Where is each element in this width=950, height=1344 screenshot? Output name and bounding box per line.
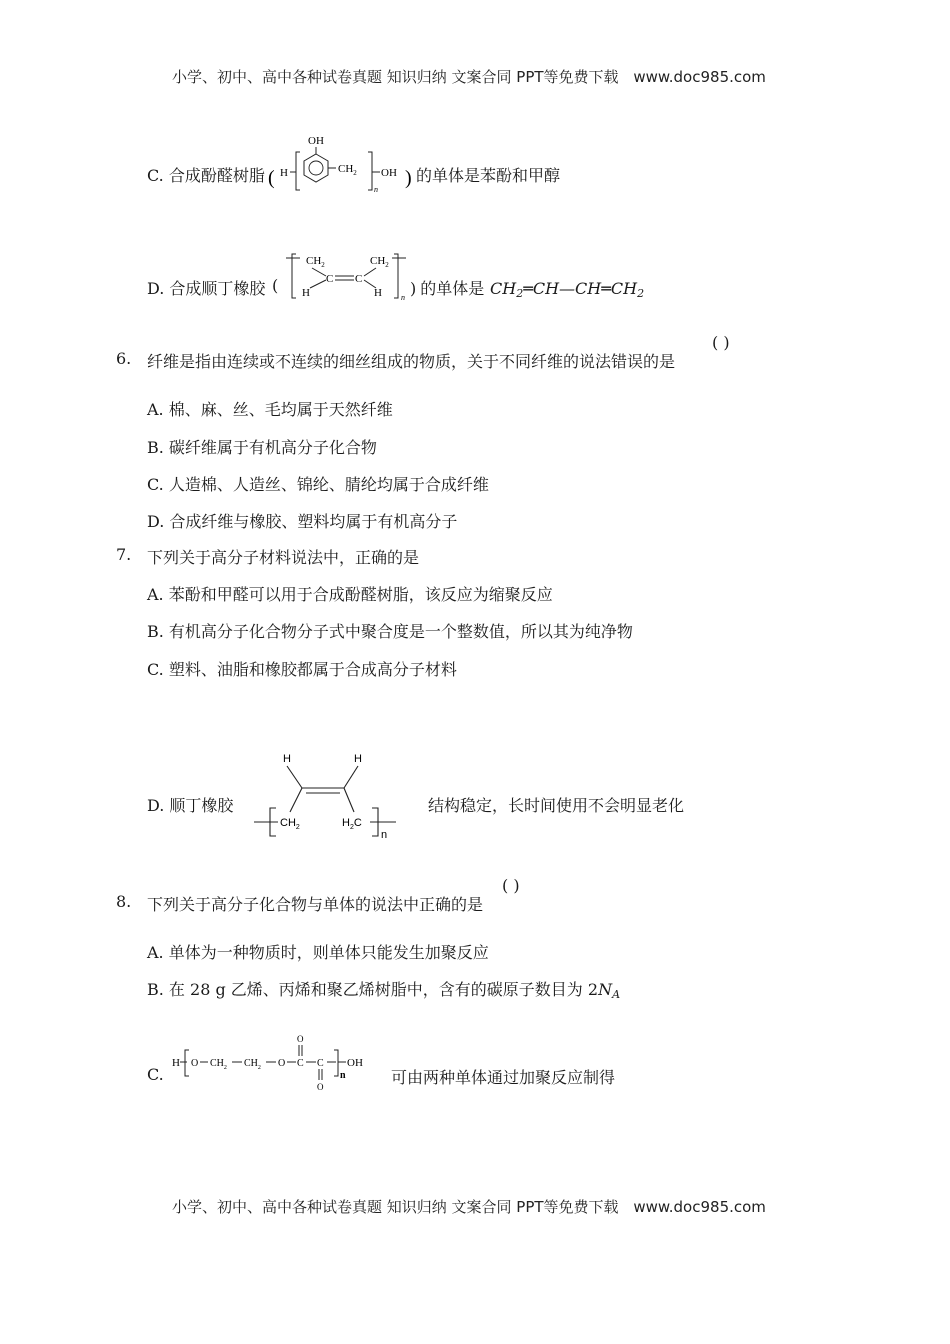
q7-option-c: C. 塑料、油脂和橡胶都属于合成高分子材料: [147, 660, 457, 679]
svg-text:O: O: [317, 1082, 324, 1092]
q8-number: 8.: [116, 892, 132, 911]
q7-stem: 下列关于高分子材料说法中，正确的是: [147, 548, 420, 567]
avogadro-expression: 2NA: [587, 980, 621, 1001]
q6-number: 6.: [116, 349, 132, 368]
svg-text:C: C: [297, 1058, 304, 1069]
footer-site: www.doc985.com: [633, 1198, 766, 1216]
q5-option-c-label: C. 合成酚醛树脂: [147, 166, 265, 185]
q5-paren-open: (: [272, 276, 279, 295]
q8-option-b: B. 在 28 g 乙烯、丙烯和聚乙烯树脂中，含有的碳原子数目为 2NA: [147, 980, 621, 1001]
rubber-ch2-left: $CH_2$: [306, 255, 325, 269]
svg-text:CH2: $CH_2$: [210, 1058, 227, 1071]
rubber-h-left: H: [302, 287, 310, 299]
q7-option-d-tail: 结构稳定，长时间使用不会明显老化: [428, 796, 685, 815]
ester-n: n: [340, 1070, 346, 1081]
polyester-structure: [170, 1030, 385, 1094]
svg-text:C: C: [317, 1058, 324, 1069]
q8-stem: 下列关于高分子化合物与单体的说法中正确的是: [147, 895, 484, 914]
q5-option-c-tail: 的单体是苯酚和甲醇: [416, 166, 561, 185]
footer-text: 小学、初中、高中各种试卷真题 知识归纳 文案合同 PPT等免费下载: [172, 1198, 619, 1216]
struct-n: n: [381, 829, 388, 840]
q7-option-a: A. 苯酚和甲醛可以用于合成酚醛树脂，该反应为缩聚反应: [147, 585, 553, 604]
cis-polybutadiene-structure: [250, 748, 400, 840]
q6-answer-paren[interactable]: ( ): [712, 333, 730, 352]
q5-option-c: [147, 163, 265, 186]
phenol-oh-top: OH: [308, 135, 324, 147]
q6-option-c: C. 人造棉、人造丝、锦纶、腈纶均属于合成纤维: [147, 475, 489, 494]
svg-text:O: O: [297, 1034, 304, 1044]
phenol-oh-right: OH: [381, 167, 397, 179]
struct-h-right: H: [354, 753, 362, 765]
page-header: [172, 66, 766, 87]
q6-option-a: A. 棉、麻、丝、毛均属于天然纤维: [147, 400, 393, 419]
cis-rubber-structure: [282, 248, 410, 304]
q8-answer-paren[interactable]: ( ): [502, 876, 520, 895]
svg-text:CH2: $CH_2$: [244, 1058, 261, 1071]
q7-option-b: B. 有机高分子化合物分子式中聚合度是一个整数值，所以其为纯净物: [147, 622, 633, 641]
butadiene-formula: CH2═CH—CH═CH2: [490, 279, 645, 300]
phenol-ch2: $CH_2$: [338, 163, 357, 177]
q8-option-a: A. 单体为一种物质时，则单体只能发生加聚反应: [147, 943, 489, 962]
rubber-ch2-right: $CH_2$: [370, 255, 389, 269]
rubber-n: n: [401, 293, 405, 302]
q5-option-d-tail: ) 的单体是: [410, 279, 485, 298]
header-site: www.doc985.com: [633, 68, 766, 86]
q5-option-d-label: D. 合成顺丁橡胶: [147, 279, 266, 298]
q8-option-c-tail: 可由两种单体通过加聚反应制得: [391, 1068, 616, 1087]
q6-stem: 纤维是指由连续或不连续的细丝组成的物质，关于不同纤维的说法错误的是: [147, 352, 676, 371]
phenol-n: n: [374, 185, 378, 194]
struct-h-left: H: [283, 753, 291, 765]
struct-h2c: $H_2C$: [342, 817, 362, 831]
svg-text:O: O: [191, 1058, 199, 1069]
struct-ch2: $CH_2$: [280, 817, 300, 831]
header-text: 小学、初中、高中各种试卷真题 知识归纳 文案合同 PPT等免费下载: [172, 68, 619, 86]
phenol-h-left: H: [280, 167, 288, 179]
q6-option-d: D. 合成纤维与橡胶、塑料均属于有机高分子: [147, 512, 458, 531]
paren-close: ): [405, 167, 412, 189]
paren-open: (: [268, 167, 275, 189]
q7-number: 7.: [116, 545, 132, 564]
ester-oh: OH: [347, 1057, 363, 1069]
q5-option-d: [147, 276, 265, 299]
rubber-c-right: C: [355, 273, 363, 285]
rubber-c-left: C: [326, 273, 334, 285]
ester-h: H: [172, 1057, 180, 1069]
rubber-h-right: H: [374, 287, 382, 299]
q6-option-b: B. 碳纤维属于有机高分子化合物: [147, 438, 377, 457]
svg-text:O: O: [278, 1058, 286, 1069]
q8-option-c: C.: [147, 1065, 164, 1084]
page-footer: [172, 1196, 766, 1217]
phenol-resin-structure: [268, 130, 416, 198]
q7-option-d: D. 顺丁橡胶: [147, 796, 234, 815]
